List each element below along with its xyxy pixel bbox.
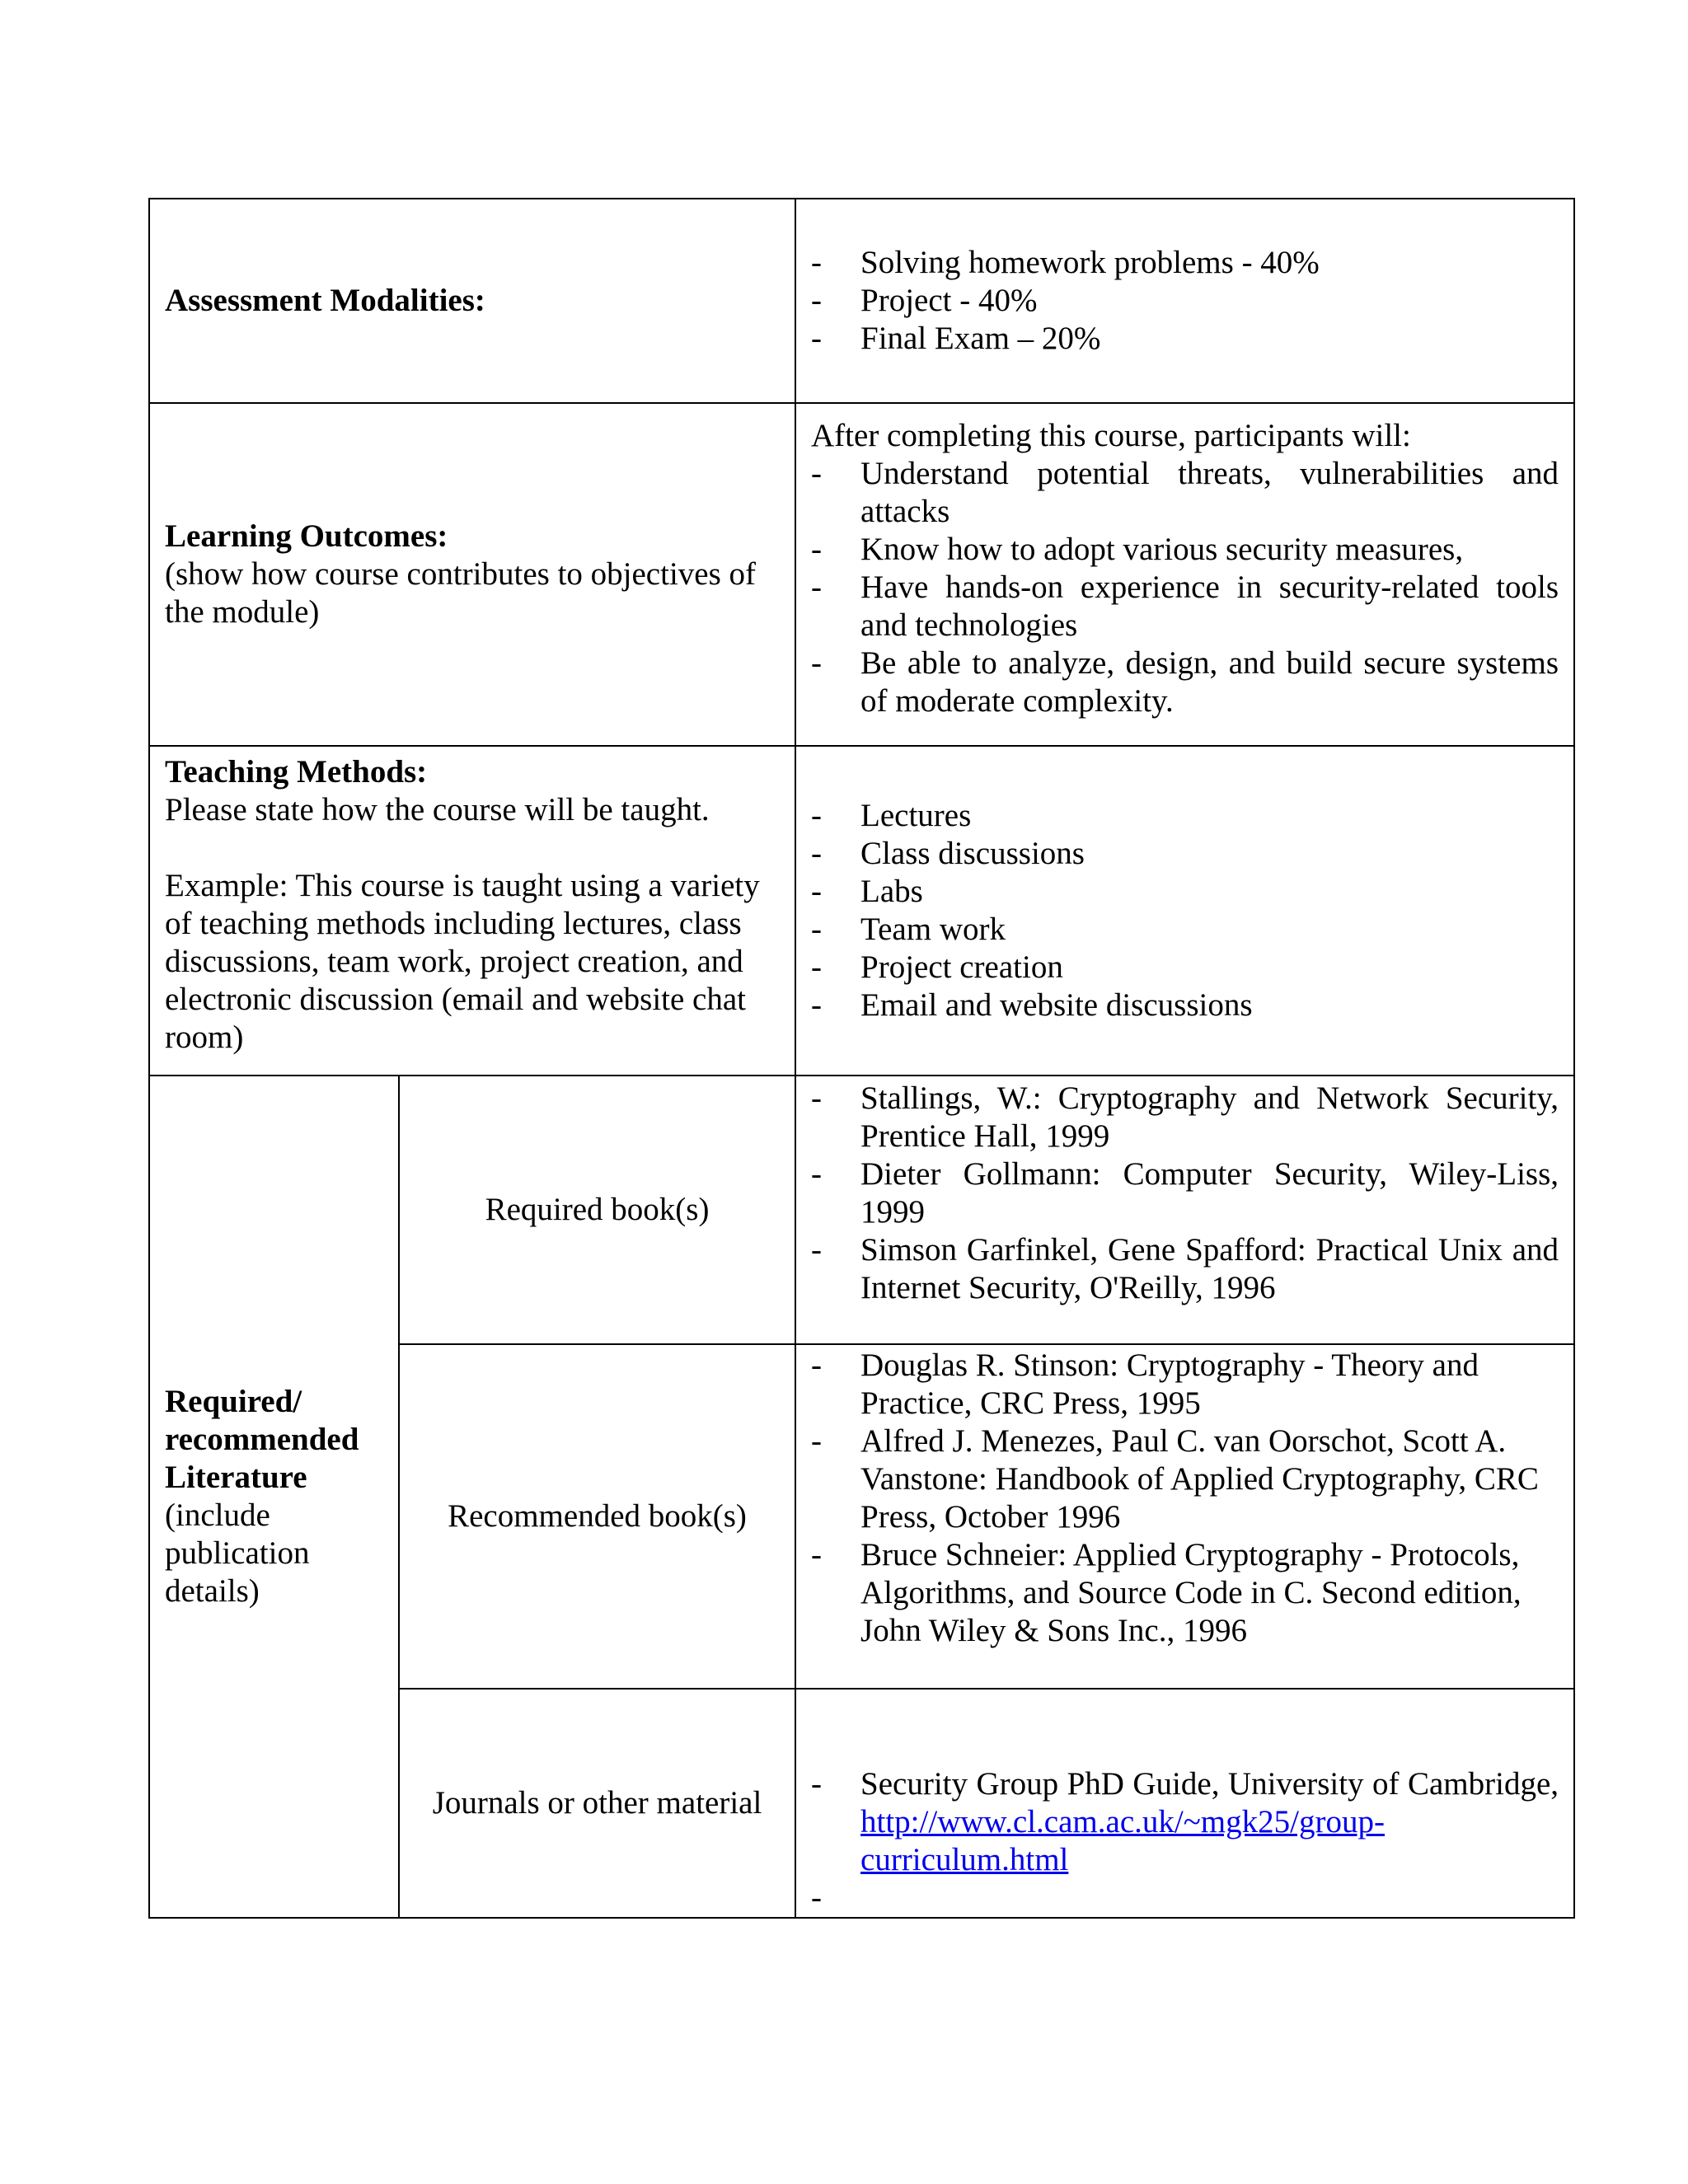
list-item: - Have hands-on experience in security-related tools and technologies — [811, 569, 1559, 644]
list-item: - Know how to adopt various security measures, — [811, 531, 1559, 569]
learning-outcomes-list — [811, 455, 1559, 720]
journals-label: Journals or other material — [432, 1785, 762, 1821]
list-item: - Bruce Schneier: Applied Cryptography - Protocols, Algorithms, and Source Code in C. Second edition, John Wiley & Sons Inc., 1996 — [811, 1536, 1559, 1650]
learning-outcomes-note: (show how course contributes to objectives of the module) — [165, 556, 757, 630]
learning-outcomes-content-cell — [795, 403, 1574, 746]
teaching-methods-list — [811, 797, 1559, 1024]
required-books-list — [811, 1080, 1559, 1307]
required-books-label-cell — [399, 1076, 795, 1344]
assessment-label-cell — [149, 199, 795, 403]
paragraph-spacer — [165, 829, 780, 867]
list-item — [811, 1765, 1559, 1803]
journals-list — [811, 1765, 1559, 1917]
list-item: - Final Exam – 20% — [811, 320, 1559, 358]
list-item: - Labs — [811, 873, 1559, 911]
recommended-books-label: Recommended book(s) — [448, 1498, 747, 1534]
learning-outcomes-intro: After completing this course, participants will: — [811, 418, 1411, 453]
learning-outcomes-label: Learning Outcomes: — [165, 518, 448, 554]
teaching-methods-label-cell — [149, 746, 795, 1076]
learning-outcomes-row — [149, 403, 1574, 746]
list-item: - Lectures — [811, 797, 1559, 835]
required-books-row — [149, 1076, 1574, 1344]
list-item: - Stallings, W.: Cryptography and Network Security, Prentice Hall, 1999 — [811, 1080, 1559, 1155]
recommended-books-content-cell — [795, 1344, 1574, 1689]
recommended-books-label-cell — [399, 1344, 795, 1689]
list-item: - Project creation — [811, 949, 1559, 987]
journals-content-cell — [795, 1689, 1574, 1918]
journals-item-text: Security Group PhD Guide, University of Cambridge, — [860, 1766, 1559, 1802]
list-item-link — [811, 1803, 1559, 1879]
teaching-methods-label: Teaching Methods: — [165, 754, 428, 790]
journals-label-cell — [399, 1689, 795, 1918]
list-item: - Douglas R. Stinson: Cryptography - Theory and Practice, CRC Press, 1995 — [811, 1347, 1559, 1422]
literature-label-line1: Required/ — [165, 1384, 302, 1419]
assessment-content-cell — [795, 199, 1574, 403]
syllabus-table — [148, 198, 1575, 1919]
literature-note: (include publication details) — [165, 1497, 310, 1609]
list-item-empty — [811, 1879, 1559, 1917]
required-books-label: Required book(s) — [485, 1192, 710, 1227]
assessment-label: Assessment Modalities: — [165, 283, 485, 318]
list-item: - Be able to analyze, design, and build secure systems of moderate complexity. — [811, 644, 1559, 720]
list-item: - Project - 40% — [811, 282, 1559, 320]
teaching-methods-example: Example: This course is taught using a variety of teaching methods including lectures, class discussions, team work, project creation, and electronic discussion (email and website chat room) — [165, 868, 760, 1055]
list-item: - Class discussions — [811, 835, 1559, 873]
required-books-content-cell — [795, 1076, 1574, 1344]
list-item: - Solving homework problems - 40% — [811, 244, 1559, 282]
teaching-methods-row — [149, 746, 1574, 1076]
list-item: - Understand potential threats, vulnerabilities and attacks — [811, 455, 1559, 531]
list-item: - Dieter Gollmann: Computer Security, Wiley-Liss, 1999 — [811, 1155, 1559, 1231]
assessment-row — [149, 199, 1574, 403]
literature-label-line2: recommended — [165, 1422, 359, 1457]
teaching-methods-prompt: Please state how the course will be taught. — [165, 792, 710, 827]
literature-label-line3: Literature — [165, 1460, 307, 1495]
assessment-list — [811, 244, 1559, 358]
learning-outcomes-label-cell — [149, 403, 795, 746]
recommended-books-list — [811, 1347, 1559, 1650]
literature-label-cell — [149, 1076, 399, 1918]
list-item: - Simson Garfinkel, Gene Spafford: Practical Unix and Internet Security, O'Reilly, 1996 — [811, 1231, 1559, 1307]
teaching-methods-content-cell — [795, 746, 1574, 1076]
list-item: - Alfred J. Menezes, Paul C. van Oorschot, Scott A. Vanstone: Handbook of Applied Cryptography, CRC Press, October 1996 — [811, 1422, 1559, 1536]
list-item: - Team work — [811, 911, 1559, 949]
list-item: - Email and website discussions — [811, 987, 1559, 1024]
curriculum-link[interactable]: http://www.cl.cam.ac.uk/~mgk25/group-curriculum.html — [860, 1804, 1385, 1877]
